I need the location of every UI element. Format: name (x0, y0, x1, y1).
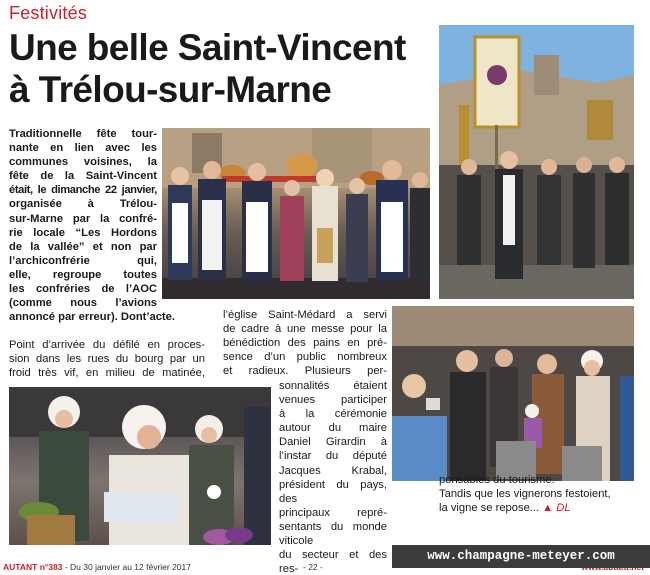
article-body-col2 (223, 308, 387, 378)
intro-line: (comme nous l’avions (9, 297, 157, 310)
article-body-col1 (9, 338, 205, 380)
body-line: sence d’un public nombreux (223, 351, 387, 364)
body-line-text: la vigne se repose... (439, 502, 540, 515)
body-line: sentants du monde viticole (279, 520, 387, 548)
body-line: bénédiction des pains en pré- (223, 337, 387, 350)
body-line: à la cérémonie (279, 408, 387, 421)
costume-photo (9, 387, 271, 545)
intro-line: fête de la Saint-Vincent (9, 170, 157, 183)
author-initials: DL (556, 502, 571, 515)
headline-line: Une belle Saint-Vincent (9, 27, 406, 68)
intro-line: Traditionnelle fête tour- (9, 128, 157, 140)
body-line: venues participer (279, 394, 387, 407)
congregation-photo-art (392, 306, 634, 481)
intro-line: nante en lien avec les (9, 142, 157, 155)
body-line: et radieux. Plusieurs per- (223, 365, 387, 378)
procession-photo (162, 128, 430, 299)
body-line: du secteur et des res- (279, 549, 387, 575)
costume-photo-art (9, 387, 271, 545)
body-line: l’instar du député (279, 450, 387, 463)
footer-brand: AUTANT (3, 562, 38, 572)
footer-issue (3, 562, 191, 572)
body-line: Jacques Krabal, (279, 464, 387, 477)
intro-line: sur-Marne par la confré- (9, 212, 157, 225)
article-body-col2-wrap (279, 379, 387, 575)
section-label: Festivités (9, 3, 88, 23)
body-line: ponsables du tourisme. (439, 474, 555, 486)
article-body-col3 (439, 473, 634, 515)
body-line: président du pays, des (279, 478, 387, 505)
banner-photo-art (439, 25, 634, 299)
intro-line: communes voisines, la (9, 156, 157, 169)
footer-dates: - Du 30 janvier au 12 février 2017 (62, 562, 191, 572)
intro-line: de la vallée” et non par (9, 240, 157, 253)
body-line: Daniel Girardin à (279, 436, 387, 449)
intro-line: annoncé par erreur). Dont’acte. (9, 311, 175, 324)
footer-issue-number: n°383 (39, 562, 63, 572)
body-line: Tandis que les vignerons festoient, (439, 488, 611, 501)
intro-line: elle, regroupe toutes (9, 268, 157, 281)
page-number: - 22 - (303, 562, 323, 572)
body-line: sonnalités étaient (279, 380, 387, 392)
congregation-photo (392, 306, 634, 481)
body-line: froid très vif, en milieu de matinée, (9, 367, 205, 380)
end-mark-icon: ▲ (542, 502, 554, 515)
intro-line: était, le dimanche 22 janvier, (9, 184, 157, 197)
procession-photo-art (162, 128, 430, 299)
banner-photo (439, 25, 634, 299)
intro-line: les confréries de l’AOC (9, 283, 157, 296)
body-line: sion dans les rues du bourg par un (9, 353, 205, 366)
headline-line: à Trélou-sur-Marne (9, 69, 332, 110)
intro-line: rie locale “Les Hordons (9, 226, 157, 239)
watermark-banner: www.champagne-meteyer.com (392, 545, 650, 568)
headline (9, 27, 434, 111)
body-line: autour du maire (279, 422, 387, 435)
body-line: l’église Saint-Médard a servi (223, 309, 387, 321)
article-intro (9, 127, 175, 324)
body-line: de cadre à une messe pour la (223, 323, 387, 336)
body-line: Point d’arrivée du défilé en proces- (9, 339, 205, 351)
body-line (439, 501, 634, 515)
intro-line: l’archiconfrérie qui, (9, 254, 157, 267)
body-line: principaux repré- (279, 506, 387, 519)
intro-line: organisée à Trélou- (9, 198, 157, 211)
